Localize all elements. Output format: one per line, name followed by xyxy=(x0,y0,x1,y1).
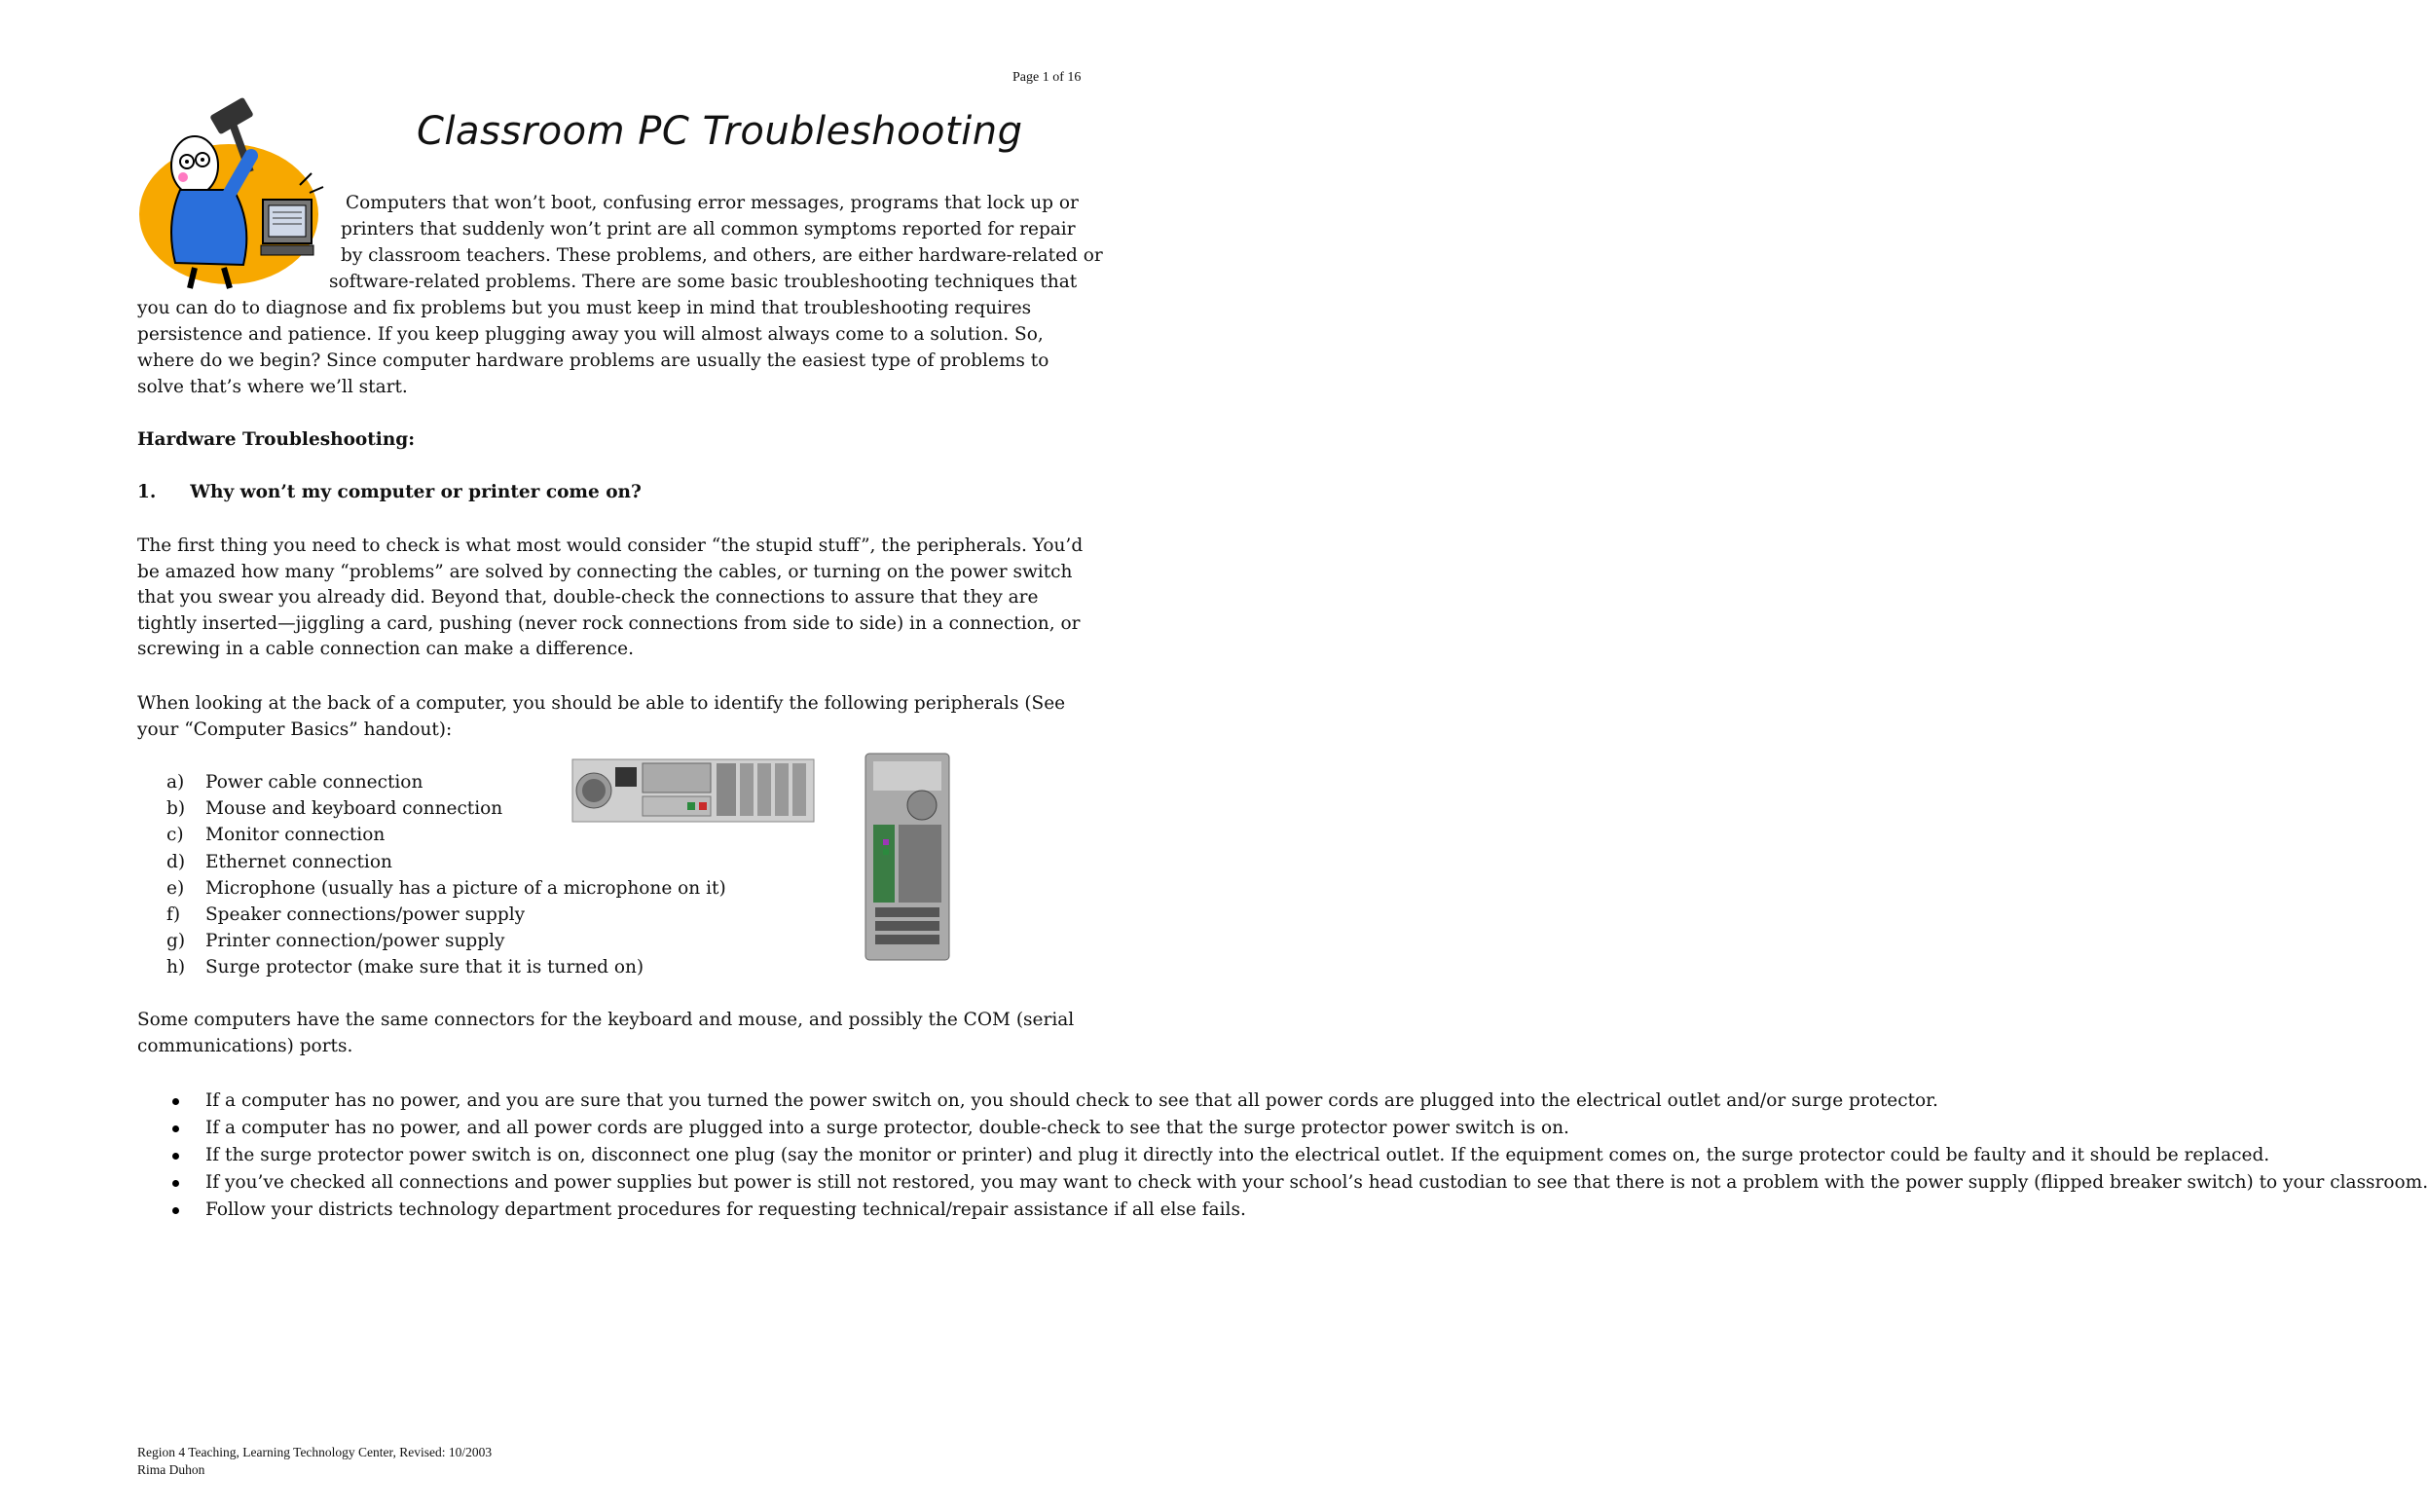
hammer-computer-illustration xyxy=(136,97,331,292)
footer-author: Rima Duhon xyxy=(137,1462,205,1477)
bullet-icon xyxy=(172,1125,179,1132)
peripheral-list xyxy=(137,769,726,981)
question-text: Why won’t my computer or printer come on? xyxy=(190,482,642,502)
intro-line: software-related problems. There are some basic troubleshooting techniques that xyxy=(329,272,1078,292)
list-item: Follow your districts technology department procedures for requesting technical/repair assistance if all else fails. xyxy=(137,1197,1111,1223)
bullet-icon xyxy=(172,1207,179,1214)
bullet-icon xyxy=(172,1180,179,1187)
list-item: If you’ve checked all connections and power supplies but power is still not restored, you may want to check with your school’s head custodian to see that there is not a problem with the power supply (flipped breaker switch) to your classroom. xyxy=(137,1169,1111,1196)
section-heading: Hardware Troubleshooting: xyxy=(137,429,416,450)
bullet-icon xyxy=(172,1153,179,1160)
list-item: a) Power cable connection xyxy=(166,772,423,793)
document-title: Classroom PC Troubleshooting xyxy=(417,109,1023,154)
list-item: d) Ethernet connection xyxy=(166,851,392,872)
list-item: c) Monitor connection xyxy=(166,825,386,846)
list-item: If a computer has no power, and all power cords are plugged into a surge protector, double-check to see that the surge protector power switch is on. xyxy=(137,1115,1111,1141)
page-number: Page 1 of 16 xyxy=(1012,70,1082,85)
computer-tower-photo xyxy=(864,752,951,962)
paragraph-peripherals-check: The first thing you need to check is what most would consider “the stupid stuff”, the peripherals. You’d be amazed how many “problems” are solved by connecting the cables, or turning on the power switch that you swear you already did. Beyond that, double-check the connections to assure that they are tightly inserted—jiggling a card, pushing (never rock connections from side to side) in a connection, or screwing in a cable connection can make a difference. xyxy=(137,535,1084,659)
frustrated-user-clipart xyxy=(136,97,331,292)
intro-line: persistence and patience. If you keep plugging away you will almost always come to a solution. So, xyxy=(137,324,1044,345)
question-number: 1. xyxy=(137,482,157,502)
list-item: g) Printer connection/power supply xyxy=(166,931,505,952)
intro-line: solve that’s where we’ll start. xyxy=(137,377,408,397)
footer xyxy=(137,1444,492,1479)
question-heading xyxy=(137,482,642,502)
list-item: If the surge protector power switch is on, disconnect one plug (say the monitor or printer) and plug it directly into the electrical outlet. If the equipment comes on, the surge protector could be faulty and it should be replaced. xyxy=(137,1142,1111,1168)
desktop-tower-rear-image xyxy=(864,752,951,962)
intro-line: you can do to diagnose and fix problems but you must keep in mind that troubleshooting requires xyxy=(137,298,1032,318)
list-item: h) Surge protector (make sure that it is turned on) xyxy=(166,957,644,978)
intro-line: Computers that won’t boot, confusing error messages, programs that lock up or xyxy=(346,193,1079,213)
paragraph-shared-connectors: Some computers have the same connectors for the keyboard and mouse, and possibly the COM (serial communications) ports. xyxy=(137,1010,1075,1056)
intro-line: printers that suddenly won’t print are all common symptoms reported for repair xyxy=(341,219,1076,240)
bullet-icon xyxy=(172,1098,179,1105)
list-item: f) Speaker connections/power supply xyxy=(166,904,526,926)
footer-line: Region 4 Teaching, Learning Technology Center, Revised: 10/2003 xyxy=(137,1445,493,1459)
list-item: b) Mouse and keyboard connection xyxy=(166,798,503,820)
intro-line: where do we begin? Since computer hardware problems are usually the easiest type of problems to xyxy=(137,350,1049,371)
power-troubleshooting-bullets xyxy=(137,1088,2428,1224)
paragraph-back-of-computer: When looking at the back of a computer, you should be able to identify the following peripherals (See your “Computer Basics” handout): xyxy=(137,693,1066,740)
list-item: If a computer has no power, and you are sure that you turned the power switch on, you should check to see that all power cords are plugged into the electrical outlet and/or surge protector. xyxy=(137,1088,1111,1114)
intro-line: by classroom teachers. These problems, and others, are either hardware-related or xyxy=(341,245,1103,266)
list-item: e) Microphone (usually has a picture of a microphone on it) xyxy=(166,877,726,899)
